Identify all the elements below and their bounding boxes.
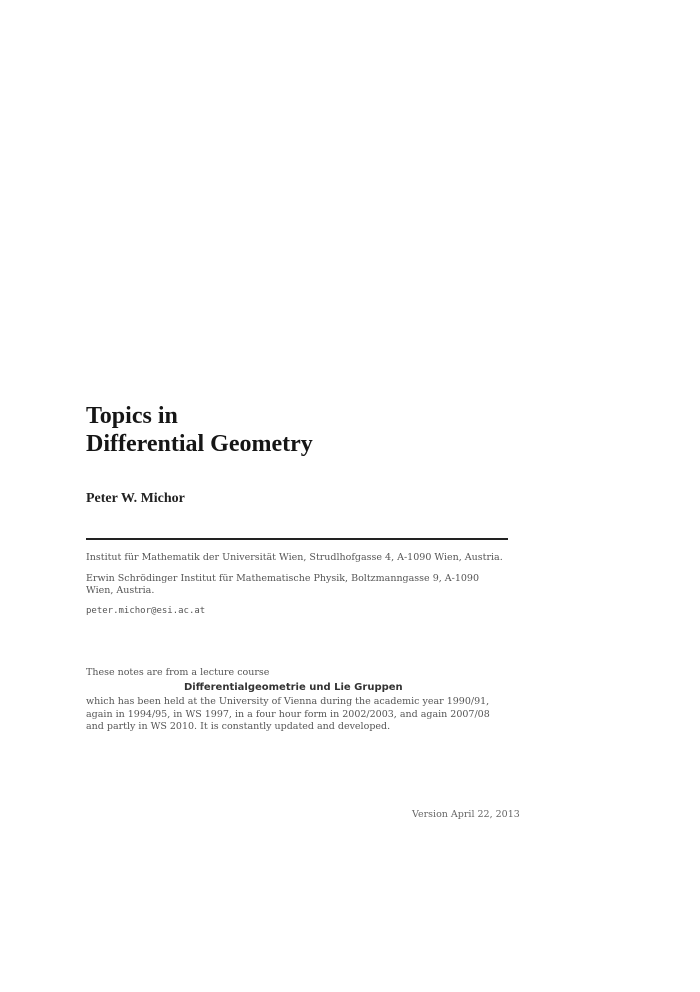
lecture-course-title: Differentialgeometrie und Lie Gruppen — [184, 681, 403, 693]
lecture-note-block — [86, 667, 508, 734]
title-line-1: Topics in — [86, 403, 178, 429]
horizontal-rule — [86, 538, 508, 540]
affiliation-block — [86, 552, 508, 625]
affiliation-address-1: Institut für Mathematik der Universität Wien, Strudlhofgasse 4, A-1090 Wien, Austria. — [86, 552, 503, 563]
author-name: Peter W. Michor — [86, 491, 185, 506]
author-email: peter.michor@esi.ac.at — [86, 605, 206, 616]
version-date: Version April 22, 2013 — [412, 809, 520, 820]
title-line-2: Differential Geometry — [86, 431, 313, 457]
document-title — [86, 402, 313, 458]
note-body: which has been held at the University of Vienna during the academic year 1990/91, again in 1994/95, in WS 1997, in a four hour form in 2002/2003, and again 2007/08 and partly in WS 2010. It is constantly updated and developed. — [86, 696, 490, 732]
affiliation-address-2: Erwin Schrödinger Institut für Mathematische Physik, Boltzmanngasse 9, A-1090 Wien, Austria. — [86, 572, 480, 596]
note-intro: These notes are from a lecture course — [86, 667, 270, 678]
